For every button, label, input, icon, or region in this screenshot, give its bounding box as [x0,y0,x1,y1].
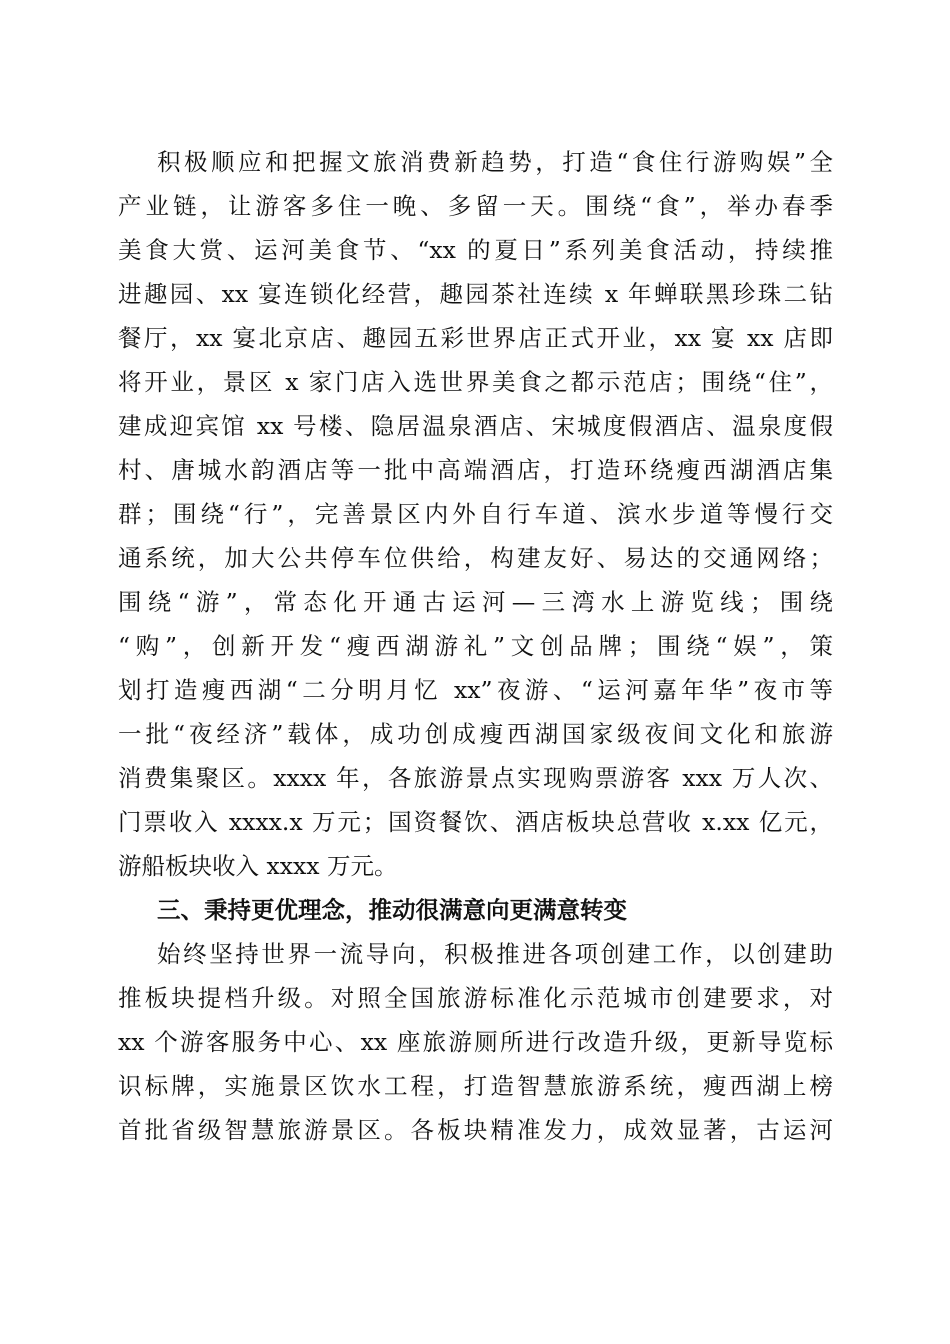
paragraph-line: 围绕“游”，常态化开通古运河—三湾水上游览线；围绕 [118,588,833,616]
paragraph-line: 美食大赏、运河美食节、“xx 的夏日”系列美食活动，持续推 [118,236,833,264]
paragraph-line: 村、唐城水韵酒店等一批中高端酒店，打造环绕瘦西湖酒店集 [118,456,833,484]
paragraph-line: xx 个游客服务中心、xx 座旅游厕所进行改造升级，更新导览标 [118,1028,833,1056]
paragraph-line: “购”，创新开发“瘦西湖游礼”文创品牌；围绕“娱”，策 [118,632,833,660]
paragraph-line: 通系统，加大公共停车位供给，构建友好、易达的交通网络； [118,544,833,572]
paragraph-line: 始终坚持世界一流导向，积极推进各项创建工作，以创建助 [157,940,833,968]
paragraph-line: 建成迎宾馆 xx 号楼、隐居温泉酒店、宋城度假酒店、温泉度假 [118,412,833,440]
paragraph-line: 产业链，让游客多住一晚、多留一天。围绕“食”，举办春季 [118,192,833,220]
paragraph-line: 群；围绕“行”，完善景区内外自行车道、滨水步道等慢行交 [118,500,833,528]
paragraph-line: 划打造瘦西湖“二分明月忆 xx”夜游、“运河嘉年华”夜市等 [118,676,833,704]
paragraph-line: 进趣园、xx 宴连锁化经营，趣园茶社连续 x 年蝉联黑珍珠二钻 [118,280,833,308]
paragraph-line: 推板块提档升级。对照全国旅游标准化示范城市创建要求，对 [118,984,833,1012]
paragraph-line: 游船板块收入 xxxx 万元。 [118,852,398,880]
paragraph-line: 积极顺应和把握文旅消费新趋势，打造“食住行游购娱”全 [157,148,833,176]
paragraph-line: 餐厅，xx 宴北京店、趣园五彩世界店正式开业，xx 宴 xx 店即 [118,324,833,352]
paragraph-line: 首批省级智慧旅游景区。各板块精准发力，成效显著，古运河 [118,1116,833,1144]
paragraph-line: 一批“夜经济”载体，成功创成瘦西湖国家级夜间文化和旅游 [118,720,833,748]
paragraph-line: 将开业，景区 x 家门店入选世界美食之都示范店；围绕“住”， [118,368,833,396]
paragraph-line: 门票收入 xxxx.x 万元；国资餐饮、酒店板块总营收 x.xx 亿元， [118,808,833,836]
paragraph-line: 识标牌，实施景区饮水工程，打造智慧旅游系统，瘦西湖上榜 [118,1072,833,1100]
section-heading: 三、秉持更优理念，推动很满意向更满意转变 [157,896,627,924]
paragraph-line: 消费集聚区。xxxx 年，各旅游景点实现购票游客 xxx 万人次、 [118,764,833,792]
